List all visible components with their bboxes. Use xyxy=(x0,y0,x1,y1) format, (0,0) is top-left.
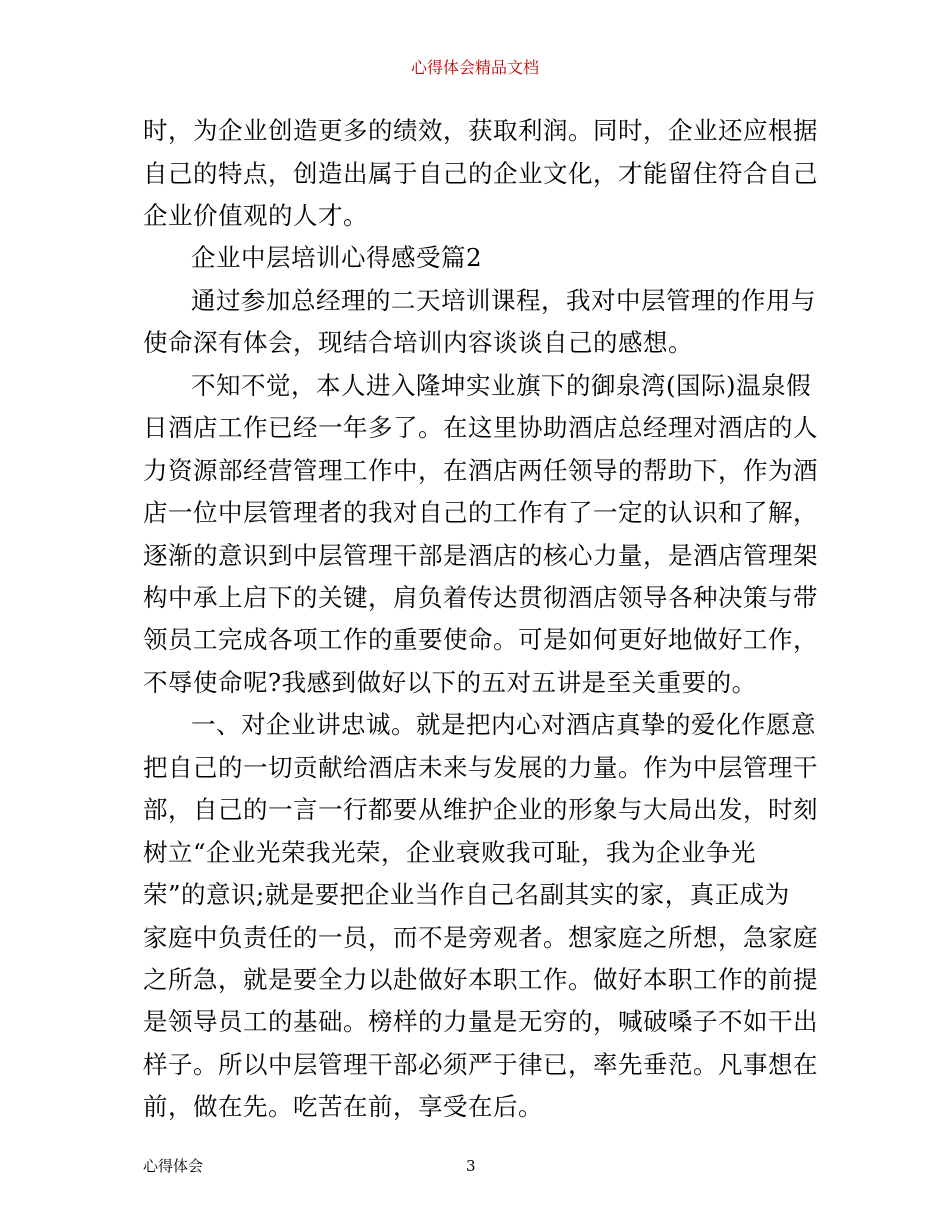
text-line: 通过参加总经理的二天培训课程，我对中层管理的作用与 xyxy=(191,286,816,315)
text-line: 荣”的意识;就是要把企业当作自己名副其实的家，真正成为 xyxy=(143,880,790,909)
text-line: 前，做在先。吃苦在前，享受在后。 xyxy=(143,1092,543,1121)
text-line: 自己的特点，创造出属于自己的企业文化，才能留住符合自己 xyxy=(143,159,818,188)
page-header: 心得体会精品文档 xyxy=(410,58,539,77)
text-line: 时，为企业创造更多的绩效，获取利润。同时，企业还应根据 xyxy=(143,116,818,145)
text-line: 日酒店工作已经一年多了。在这里协助酒店总经理对酒店的人 xyxy=(143,413,818,442)
text-line: 逐渐的意识到中层管理干部是酒店的核心力量，是酒店管理架 xyxy=(143,541,818,570)
text-line: 企业价值观的人才。 xyxy=(143,201,368,230)
section-heading: 企业中层培训心得感受篇2 xyxy=(191,243,483,272)
text-line: 是领导员工的基础。榜样的力量是无穷的，喊破嗓子不如干出 xyxy=(143,1007,818,1036)
text-line: 一、对企业讲忠诚。就是把内心对酒店真挚的爱化作愿意 xyxy=(191,710,816,739)
text-line: 把自己的一切贡献给酒店未来与发展的力量。作为中层管理干 xyxy=(143,753,818,782)
footer-label: 心得体会 xyxy=(143,1157,204,1175)
text-line: 家庭中负责任的一员，而不是旁观者。想家庭之所想，急家庭 xyxy=(143,923,818,952)
text-line: 之所急，就是要全力以赴做好本职工作。做好本职工作的前提 xyxy=(143,965,818,994)
text-line: 树立“企业光荣我光荣，企业衰败我可耻，我为企业争光 xyxy=(143,838,757,867)
page-number: 3 xyxy=(466,1157,476,1175)
text-line: 不知不觉，本人进入隆坤实业旗下的御泉湾(国际)温泉假 xyxy=(191,371,812,400)
text-line: 构中承上启下的关键，肩负着传达贯彻酒店领导各种决策与带 xyxy=(143,583,818,612)
text-line: 店一位中层管理者的我对自己的工作有了一定的认识和了解， xyxy=(143,498,818,527)
text-line: 领员工完成各项工作的重要使命。可是如何更好地做好工作， xyxy=(143,625,818,654)
text-line: 不辱使命呢?我感到做好以下的五对五讲是至关重要的。 xyxy=(143,668,757,697)
text-line: 样子。所以中层管理干部必须严于律已，率先垂范。凡事想在 xyxy=(143,1050,818,1079)
text-line: 部，自己的一言一行都要从维护企业的形象与大局出发，时刻 xyxy=(143,795,818,824)
text-line: 力资源部经营管理工作中，在酒店两任领导的帮助下，作为酒 xyxy=(143,456,818,485)
text-line: 使命深有体会，现结合培训内容谈谈自己的感想。 xyxy=(143,328,693,357)
